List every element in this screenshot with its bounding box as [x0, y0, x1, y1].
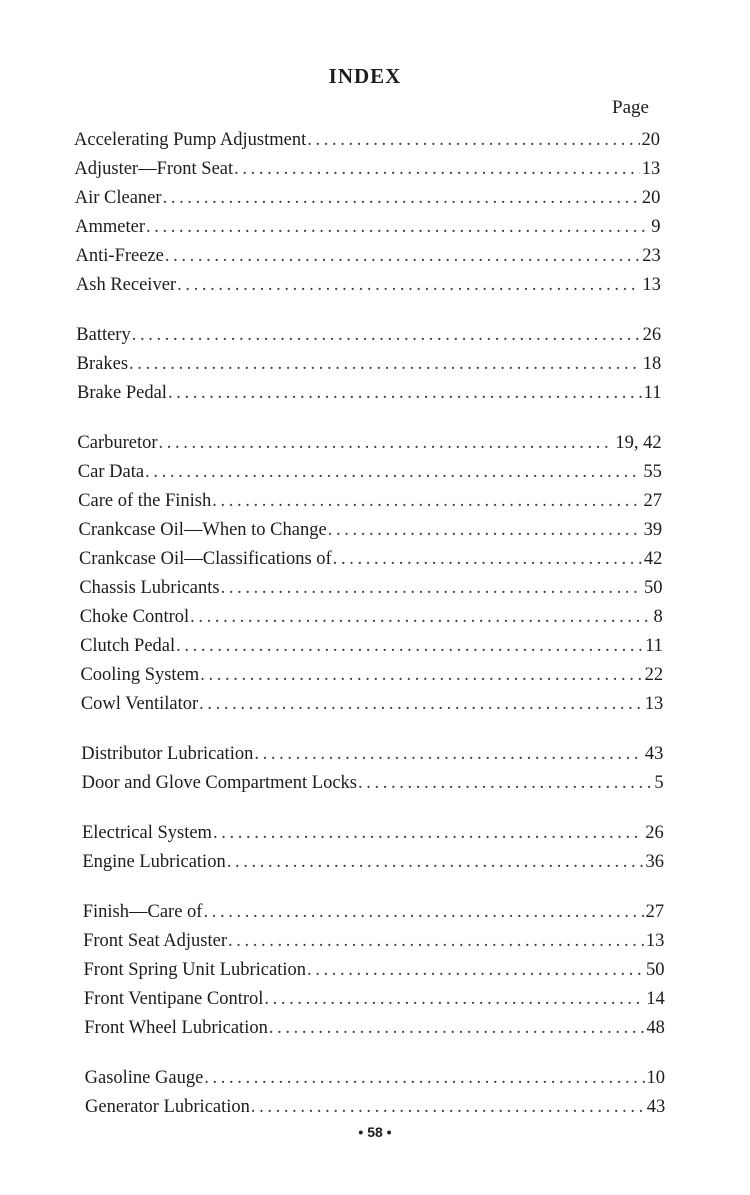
index-list: [0, 126, 750, 1143]
page-number-footer: • 58 •: [358, 1124, 392, 1140]
index-entry: [0, 458, 750, 487]
index-entry-page: 22: [644, 665, 664, 685]
index-entry-page: 50: [644, 578, 663, 598]
index-entry-label: Carburetor: [77, 433, 158, 453]
index-entry-label: Crankcase Oil—Classifications of: [78, 549, 332, 569]
index-entry-label: Engine Lubrication: [82, 852, 226, 872]
index-entry-page: 18: [642, 354, 662, 374]
index-entry: [0, 956, 750, 985]
index-entry-label: Care of the Finish: [78, 491, 212, 511]
index-entry-label: Door and Glove Compartment Locks: [81, 773, 357, 793]
index-entry: [0, 545, 750, 574]
index-entry: [0, 321, 750, 350]
index-entry: [0, 690, 750, 719]
index-entry-label: Front Wheel Lubrication: [84, 1018, 268, 1038]
index-entry: [0, 379, 750, 408]
index-entry-page: 14: [646, 989, 665, 1009]
index-group: [0, 1064, 750, 1122]
index-group: [0, 898, 750, 1043]
dot-leader: [228, 927, 644, 956]
index-entry-page: 13: [645, 931, 665, 951]
index-entry: [0, 819, 750, 848]
index-entry-page: 9: [651, 217, 661, 237]
index-entry: [0, 848, 750, 877]
index-entry: [0, 487, 750, 516]
dot-leader: [146, 213, 649, 242]
dot-leader: [165, 242, 640, 271]
index-entry-page: 11: [645, 636, 663, 656]
index-entry-label: Front Ventipane Control: [83, 989, 264, 1009]
index-entry: [0, 661, 750, 690]
index-entry-label: Clutch Pedal: [80, 636, 176, 656]
index-entry: [0, 985, 750, 1014]
index-entry-label: Car Data: [77, 462, 145, 482]
index-group: [0, 740, 750, 798]
index-entry-label: Brake Pedal: [77, 383, 167, 403]
index-entry-page: 42: [643, 549, 663, 569]
index-entry-page: 39: [643, 520, 663, 540]
dot-leader: [227, 848, 644, 877]
index-entry-page: 13: [642, 275, 661, 295]
index-entry-page: 43: [646, 1097, 666, 1117]
index-entry: [0, 213, 750, 242]
index-entry: [0, 126, 750, 155]
index-entry: [0, 1014, 750, 1043]
index-entry-label: Front Spring Unit Lubrication: [83, 960, 306, 980]
dot-leader: [190, 603, 651, 632]
dot-leader: [269, 1014, 645, 1043]
dot-leader: [234, 155, 640, 184]
index-entry: [0, 350, 750, 379]
index-entry-page: 20: [641, 130, 660, 150]
index-group: [0, 429, 750, 719]
index-entry-page: 19, 42: [615, 433, 662, 453]
index-entry: [0, 429, 750, 458]
dot-leader: [168, 379, 642, 408]
index-entry-page: 50: [646, 960, 665, 980]
dot-leader: [176, 632, 643, 661]
index-entry-label: Anti-Freeze: [75, 246, 164, 266]
index-entry-label: Ash Receiver: [75, 275, 177, 295]
index-entry-page: 36: [645, 852, 664, 872]
index-entry-page: 11: [643, 383, 662, 403]
index-entry-label: Brakes: [76, 354, 129, 374]
index-entry: [0, 898, 750, 927]
index-entry: [0, 242, 750, 271]
index-entry: [0, 603, 750, 632]
index-entry: [0, 632, 750, 661]
index-entry: [0, 516, 750, 545]
index-entry-label: Finish—Care of: [82, 902, 203, 922]
index-entry-label: Gasoline Gauge: [84, 1068, 204, 1088]
dot-leader: [213, 819, 643, 848]
dot-leader: [254, 740, 643, 769]
index-entry-label: Electrical System: [81, 823, 212, 843]
dot-leader: [204, 1064, 644, 1093]
index-entry-page: 23: [642, 246, 661, 266]
index-entry-page: 5: [654, 773, 664, 793]
dot-leader: [203, 898, 643, 927]
index-entry: [0, 927, 750, 956]
index-group: [0, 321, 750, 408]
dot-leader: [307, 956, 644, 985]
index-entry-label: Adjuster—Front Seat: [74, 159, 234, 179]
dot-leader: [199, 690, 643, 719]
index-group: [0, 819, 750, 877]
index-entry-label: Choke Control: [79, 607, 190, 627]
dot-leader: [129, 350, 641, 379]
page-column-heading: Page: [612, 97, 649, 118]
index-entry: [0, 155, 750, 184]
index-group: [0, 126, 750, 300]
dot-leader: [132, 321, 641, 350]
index-entry-page: 8: [653, 607, 663, 627]
index-entry: [0, 271, 750, 300]
index-entry-label: Chassis Lubricants: [79, 578, 220, 598]
index-entry-page: 13: [644, 694, 664, 714]
index-entry-label: Accelerating Pump Adjustment: [74, 130, 307, 150]
dot-leader: [145, 458, 641, 487]
index-entry-page: 10: [646, 1068, 666, 1088]
index-entry-label: Crankcase Oil—When to Change: [78, 520, 327, 540]
index-entry-page: 20: [641, 188, 661, 208]
index-entry-label: Distributor Lubrication: [81, 744, 254, 764]
index-entry-page: 13: [641, 159, 661, 179]
index-entry-label: Cowl Ventilator: [80, 694, 199, 714]
dot-leader: [163, 184, 640, 213]
index-entry-page: 48: [646, 1018, 665, 1038]
index-entry-page: 27: [643, 491, 662, 511]
index-entry-page: 26: [645, 823, 664, 843]
index-entry: [0, 1064, 750, 1093]
page-title: INDEX: [328, 64, 402, 88]
index-entry-page: 43: [644, 744, 664, 764]
index-entry: [0, 740, 750, 769]
dot-leader: [159, 429, 614, 458]
index-entry: [0, 1093, 750, 1122]
index-entry-page: 26: [642, 325, 662, 345]
index-entry-page: 27: [645, 902, 665, 922]
index-entry-page: 55: [643, 462, 662, 482]
dot-leader: [200, 661, 642, 690]
dot-leader: [328, 516, 642, 545]
index-entry-label: Battery: [76, 325, 131, 345]
dot-leader: [212, 487, 641, 516]
index-entry-label: Cooling System: [80, 665, 200, 685]
dot-leader: [177, 271, 640, 300]
dot-leader: [251, 1093, 645, 1122]
dot-leader: [264, 985, 644, 1014]
index-entry-label: Front Seat Adjuster: [83, 931, 227, 951]
dot-leader: [307, 126, 639, 155]
index-entry-label: Ammeter: [75, 217, 145, 237]
dot-leader: [358, 769, 652, 798]
dot-leader: [333, 545, 642, 574]
dot-leader: [221, 574, 642, 603]
index-entry-label: Air Cleaner: [74, 188, 162, 208]
index-entry: [0, 184, 750, 213]
index-entry: [0, 769, 750, 798]
index-entry: [0, 574, 750, 603]
index-entry-label: Generator Lubrication: [85, 1097, 250, 1117]
